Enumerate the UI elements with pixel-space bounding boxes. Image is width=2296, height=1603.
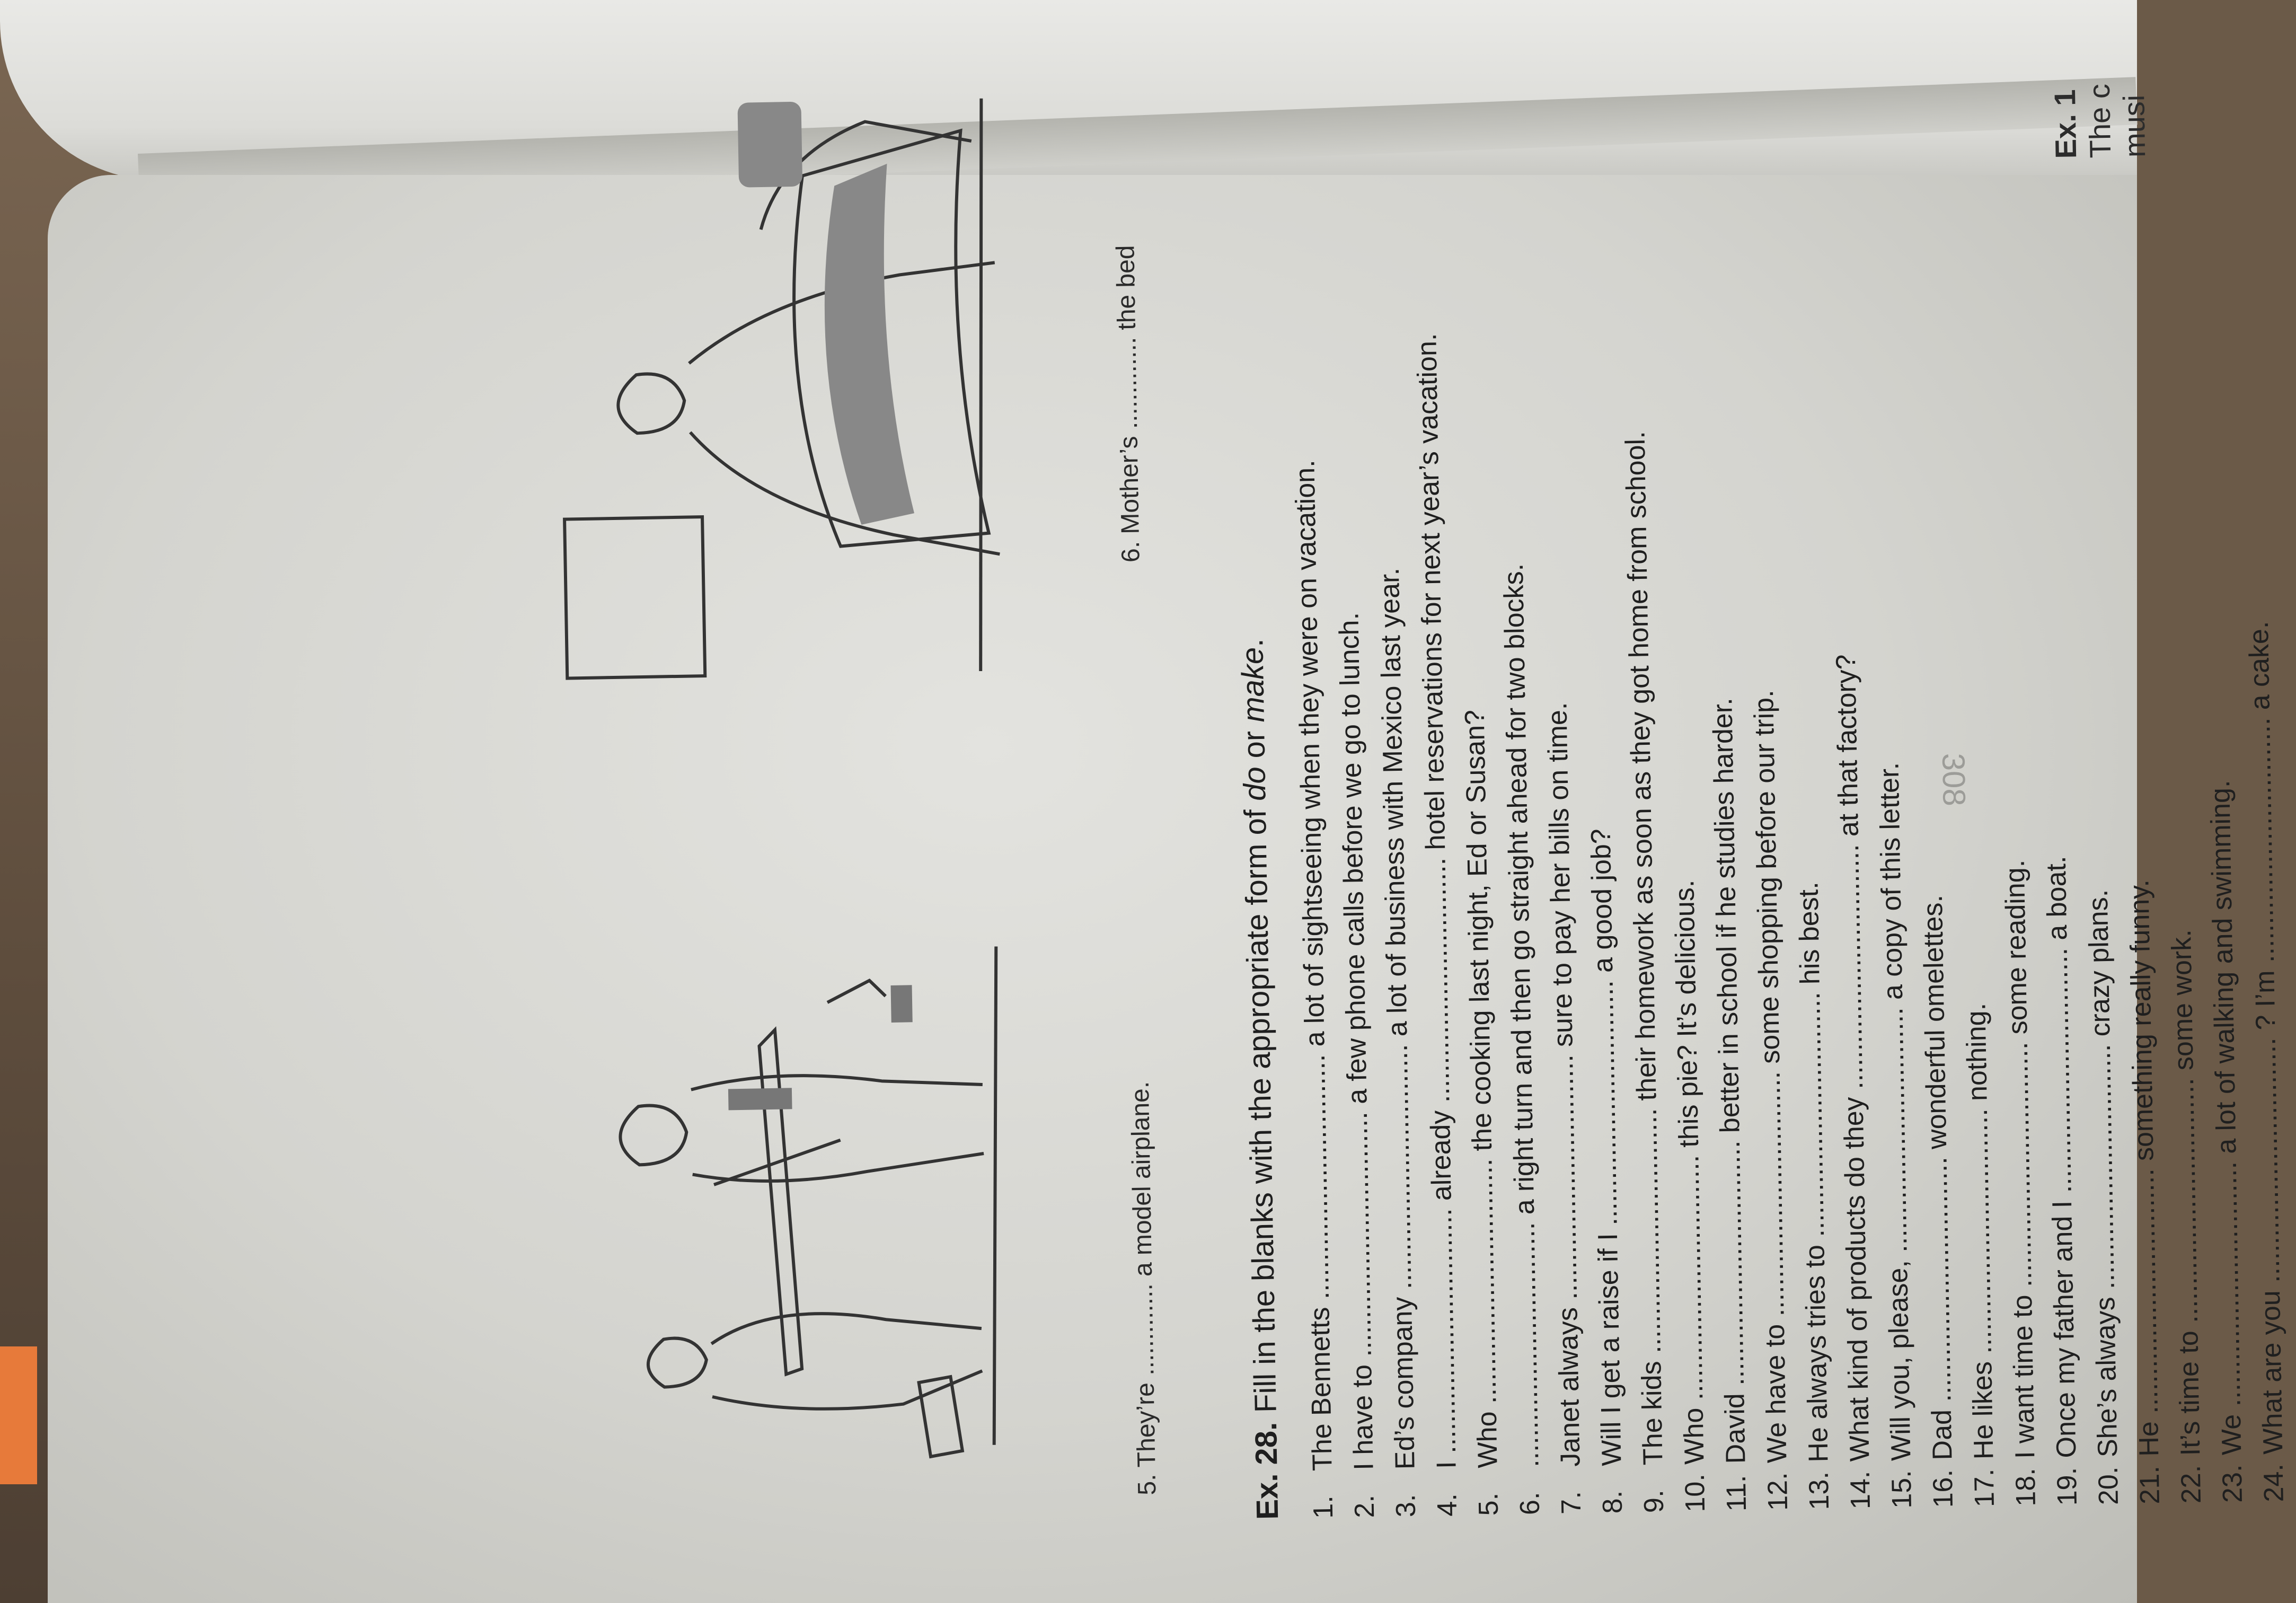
item-text: He likes ................................ nothing. (1961, 1002, 2000, 1460)
item-number: 16. (1927, 1469, 1959, 1508)
item-text: David ................................ better in school if he studies harder. (1707, 697, 1752, 1464)
item-text: Ed’s company ................................ a lot of business with Mexico last year. (1374, 567, 1421, 1470)
item-text: What are you ................................ ? I’m ................................ a cake. (2243, 621, 2289, 1455)
instruction-word-make: make (1235, 647, 1271, 723)
exercise-label: Ex. 28. (1249, 1422, 1285, 1520)
item-number: 6. (1514, 1492, 1546, 1516)
item-number: 24. (2258, 1463, 2290, 1503)
item-number: 11. (1720, 1475, 1753, 1512)
item-number: 20. (2092, 1466, 2124, 1505)
item-number: 17. (1968, 1468, 2001, 1508)
item-number: 12. (1762, 1472, 1794, 1511)
item-number: 13. (1803, 1471, 1835, 1511)
item-text: I want time to ................................ some reading. (1999, 859, 2041, 1459)
facing-text-line: musi (2117, 94, 2152, 158)
item-number: 15. (1886, 1470, 1918, 1509)
page-number-show-through: 308 (1936, 753, 1972, 807)
item-text: Janet always ................................ sure to pay her bills on time. (1542, 702, 1586, 1467)
item-number: 1. (1308, 1495, 1339, 1519)
item-number: 14. (1844, 1470, 1877, 1510)
item-text: I ................................ already ................................ hotel reservations for next year’s vacation. (1411, 333, 1462, 1469)
bookmark-tab (0, 1346, 37, 1484)
item-number: 18. (2010, 1467, 2042, 1507)
item-text: Once my father and I ................................ a boat. (2041, 856, 2082, 1458)
item-number: 10. (1679, 1473, 1711, 1513)
item-number: 8. (1597, 1490, 1629, 1514)
instruction-text: Fill in the blanks with the appropriate form of (1238, 800, 1283, 1413)
illustration-model-airplane (550, 892, 1080, 1484)
item-text: What kind of products do they ................................ at that factory? (1830, 654, 1876, 1462)
illustration-making-bed (536, 76, 1066, 710)
item-text: He always tries to ................................ his best. (1793, 882, 1834, 1463)
item-text: Dad ................................ wonderful omelettes. (1917, 894, 1958, 1461)
item-number: 23. (2216, 1464, 2248, 1503)
item-number: 2. (1349, 1494, 1381, 1519)
item-text: I have to ................................ a few phone calls before we go to lunch. (1334, 612, 1380, 1471)
exercise-instructions (1235, 638, 1283, 1413)
exercise-items (1277, 28, 2295, 1519)
item-text: We have to ................................ some shopping before our trip. (1749, 690, 1793, 1464)
item-number: 7. (1556, 1491, 1587, 1515)
item-text: Who ................................ this pie? It’s delicious. (1669, 879, 1710, 1465)
caption-6: 6. Mother’s ............. the bed (1111, 245, 1145, 563)
item-text: Who ................................ the cooking last night, Ed or Susan? (1459, 709, 1504, 1468)
item-text: He ................................ something really funny. (2124, 879, 2165, 1457)
item-number: 3. (1390, 1494, 1422, 1518)
item-number: 9. (1638, 1490, 1670, 1513)
item-text: It’s time to ................................ some work. (2166, 929, 2206, 1456)
facing-exercise-label: Ex. 1 (2047, 89, 2083, 159)
item-text: ................................ a right turn and then go straight ahead for two blocks. (1498, 563, 1545, 1468)
instruction-text: or (1236, 722, 1272, 768)
instruction-text: . (1235, 638, 1270, 648)
facing-text-line: The c (2082, 83, 2117, 158)
item-number: 21. (2134, 1465, 2166, 1505)
item-text: Will I get a raise if I ................................ a good job? (1585, 828, 1628, 1466)
item-number: 19. (2051, 1467, 2083, 1506)
item-number: 5. (1473, 1492, 1505, 1516)
exercise-heading (1234, 638, 1285, 1520)
caption-5: 5. They’re ............. a model airplane. (1126, 1081, 1162, 1496)
item-text: We ................................ a lot of walking and swimming. (2205, 780, 2248, 1456)
item-number: 22. (2175, 1465, 2207, 1504)
item-text: She’s always ................................ crazy plans. (2082, 889, 2124, 1458)
item-text: The Bennetts ................................ a lot of sightseeing when they were on vacation. (1290, 460, 1338, 1472)
instruction-word-do: do (1237, 766, 1273, 802)
item-number: 4. (1432, 1493, 1463, 1517)
item-text: The kids ................................ their homework as soon as they got home from school. (1620, 431, 1669, 1466)
item-text: Will you, please, ................................ a copy of this letter. (1874, 762, 1917, 1461)
